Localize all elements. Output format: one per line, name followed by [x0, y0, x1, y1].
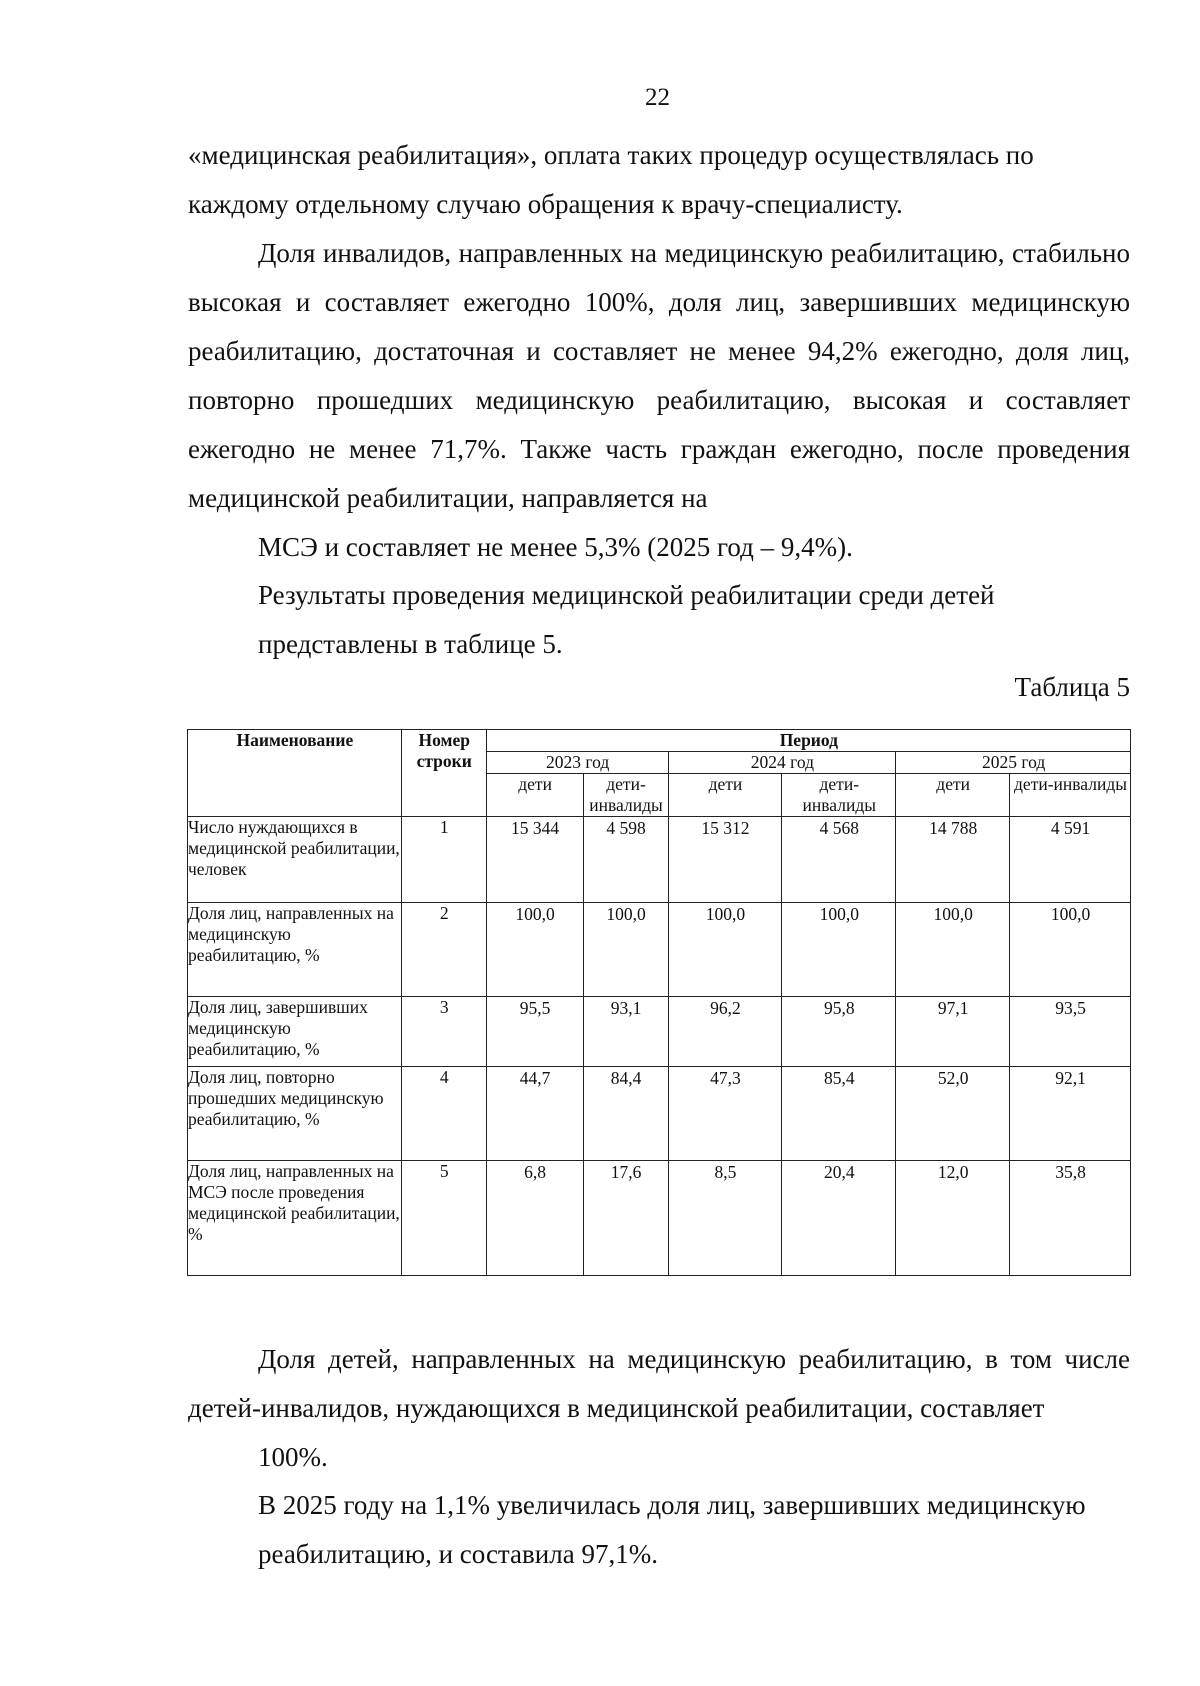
row-number-cell: 5: [401, 1161, 486, 1276]
value-cell: 100,0: [583, 903, 668, 997]
value-cell: 47,3: [668, 1067, 782, 1161]
value-cell: 6,8: [486, 1161, 583, 1276]
value-cell: 15 344: [486, 817, 583, 903]
value-cell: 52,0: [896, 1067, 1010, 1161]
column-header-disabled-children: дети-инвалиды: [782, 774, 896, 817]
column-header-disabled-children: дети-инвалиды: [1010, 774, 1131, 817]
value-cell: 35,8: [1010, 1161, 1131, 1276]
value-cell: 44,7: [486, 1067, 583, 1161]
value-cell: 100,0: [486, 903, 583, 997]
paragraph-body: «медицинская реабилитация», оплата таких процедур осуществлялась по: [188, 140, 1034, 170]
value-cell: 12,0: [896, 1161, 1010, 1276]
column-header-year: 2023 год: [486, 752, 668, 774]
column-header-children: дети: [486, 774, 583, 817]
value-cell: 95,5: [486, 997, 583, 1067]
paragraph: [188, 1335, 1130, 1482]
column-header-year: 2025 год: [896, 752, 1131, 774]
paragraph-last-line: представлены в таблице 5.: [258, 629, 563, 659]
row-name-cell: Доля лиц, направленных на медицинскую реабилитацию, %: [188, 903, 402, 997]
value-cell: 100,0: [782, 903, 896, 997]
value-cell: 8,5: [668, 1161, 782, 1276]
value-cell: 96,2: [668, 997, 782, 1067]
value-cell: 4 598: [583, 817, 668, 903]
value-cell: 93,1: [583, 997, 668, 1067]
paragraph-body: Доля инвалидов, направленных на медицинскую реабилитацию, стабильно высокая и составляет ежегодно 100%, доля лиц, завершивших медицинскую реабилитацию, достаточная и составляет не менее 94,2% ежегодно, доля лиц, повторно прошедших медицинскую реабилитацию, высокая и составляет ежегодно не менее 71,7%. Также часть граждан ежегодно, после проведения медицинской реабилитации, направляется на: [188, 238, 1130, 513]
value-cell: 92,1: [1010, 1067, 1131, 1161]
table-caption: Таблица 5: [1014, 672, 1130, 702]
value-cell: 14 788: [896, 817, 1010, 903]
value-cell: 93,5: [1010, 997, 1131, 1067]
table-row: [188, 903, 1131, 997]
table-row: [188, 1067, 1131, 1161]
row-number-cell: 3: [401, 997, 486, 1067]
column-header-name: Наименование: [188, 730, 402, 817]
row-number-cell: 2: [401, 903, 486, 997]
row-number-cell: 1: [401, 817, 486, 903]
paragraph: [188, 571, 1130, 669]
column-header-period: Период: [486, 730, 1130, 752]
row-number-cell: 4: [401, 1067, 486, 1161]
table-header-row: [188, 730, 1131, 752]
table-row: [188, 817, 1131, 903]
value-cell: 100,0: [668, 903, 782, 997]
paragraph: [188, 131, 1130, 229]
paragraph: [188, 1481, 1130, 1579]
table-row: [188, 997, 1131, 1067]
row-name-cell: Доля лиц, направленных на МСЭ после проведения медицинской реабилитации, %: [188, 1161, 402, 1276]
value-cell: 95,8: [782, 997, 896, 1067]
paragraph-last-line: 100%.: [258, 1442, 328, 1472]
value-cell: 85,4: [782, 1067, 896, 1161]
column-header-row-number: Номер строки: [401, 730, 486, 817]
value-cell: 84,4: [583, 1067, 668, 1161]
column-header-disabled-children: дети-инвалиды: [583, 774, 668, 817]
column-header-children: дети: [896, 774, 1010, 817]
row-name-cell: Доля лиц, повторно прошедших медицинскую реабилитацию, %: [188, 1067, 402, 1161]
value-cell: 20,4: [782, 1161, 896, 1276]
paragraph-last-line: реабилитацию, и составила 97,1%.: [258, 1539, 658, 1569]
paragraph-body: В 2025 году на 1,1% увеличилась доля лиц, завершивших медицинскую: [258, 1490, 1086, 1520]
paragraph: [188, 229, 1130, 572]
column-header-year: 2024 год: [668, 752, 896, 774]
value-cell: 17,6: [583, 1161, 668, 1276]
paragraph-body: Доля детей, направленных на медицинскую реабилитацию, в том числе детей-инвалидов, нуждающихся в медицинской реабилитации, составляет: [188, 1344, 1130, 1423]
value-cell: 4 591: [1010, 817, 1131, 903]
row-name-cell: Число нуждающихся в медицинской реабилитации, человек: [188, 817, 402, 903]
column-header-children: дети: [668, 774, 782, 817]
table-row: [188, 1161, 1131, 1276]
page-number: 22: [645, 84, 670, 111]
row-name-cell: Доля лиц, завершивших медицинскую реабилитацию, %: [188, 997, 402, 1067]
paragraph-body: Результаты проведения медицинской реабилитации среди детей: [258, 580, 995, 610]
data-table: [187, 729, 1131, 1276]
value-cell: 100,0: [896, 903, 1010, 997]
value-cell: 15 312: [668, 817, 782, 903]
paragraph-last-line: каждому отдельному случаю обращения к врачу-специалисту.: [188, 189, 903, 219]
paragraph-last-line: МСЭ и составляет не менее 5,3% (2025 год – 9,4%).: [258, 532, 853, 562]
value-cell: 97,1: [896, 997, 1010, 1067]
value-cell: 4 568: [782, 817, 896, 903]
value-cell: 100,0: [1010, 903, 1131, 997]
